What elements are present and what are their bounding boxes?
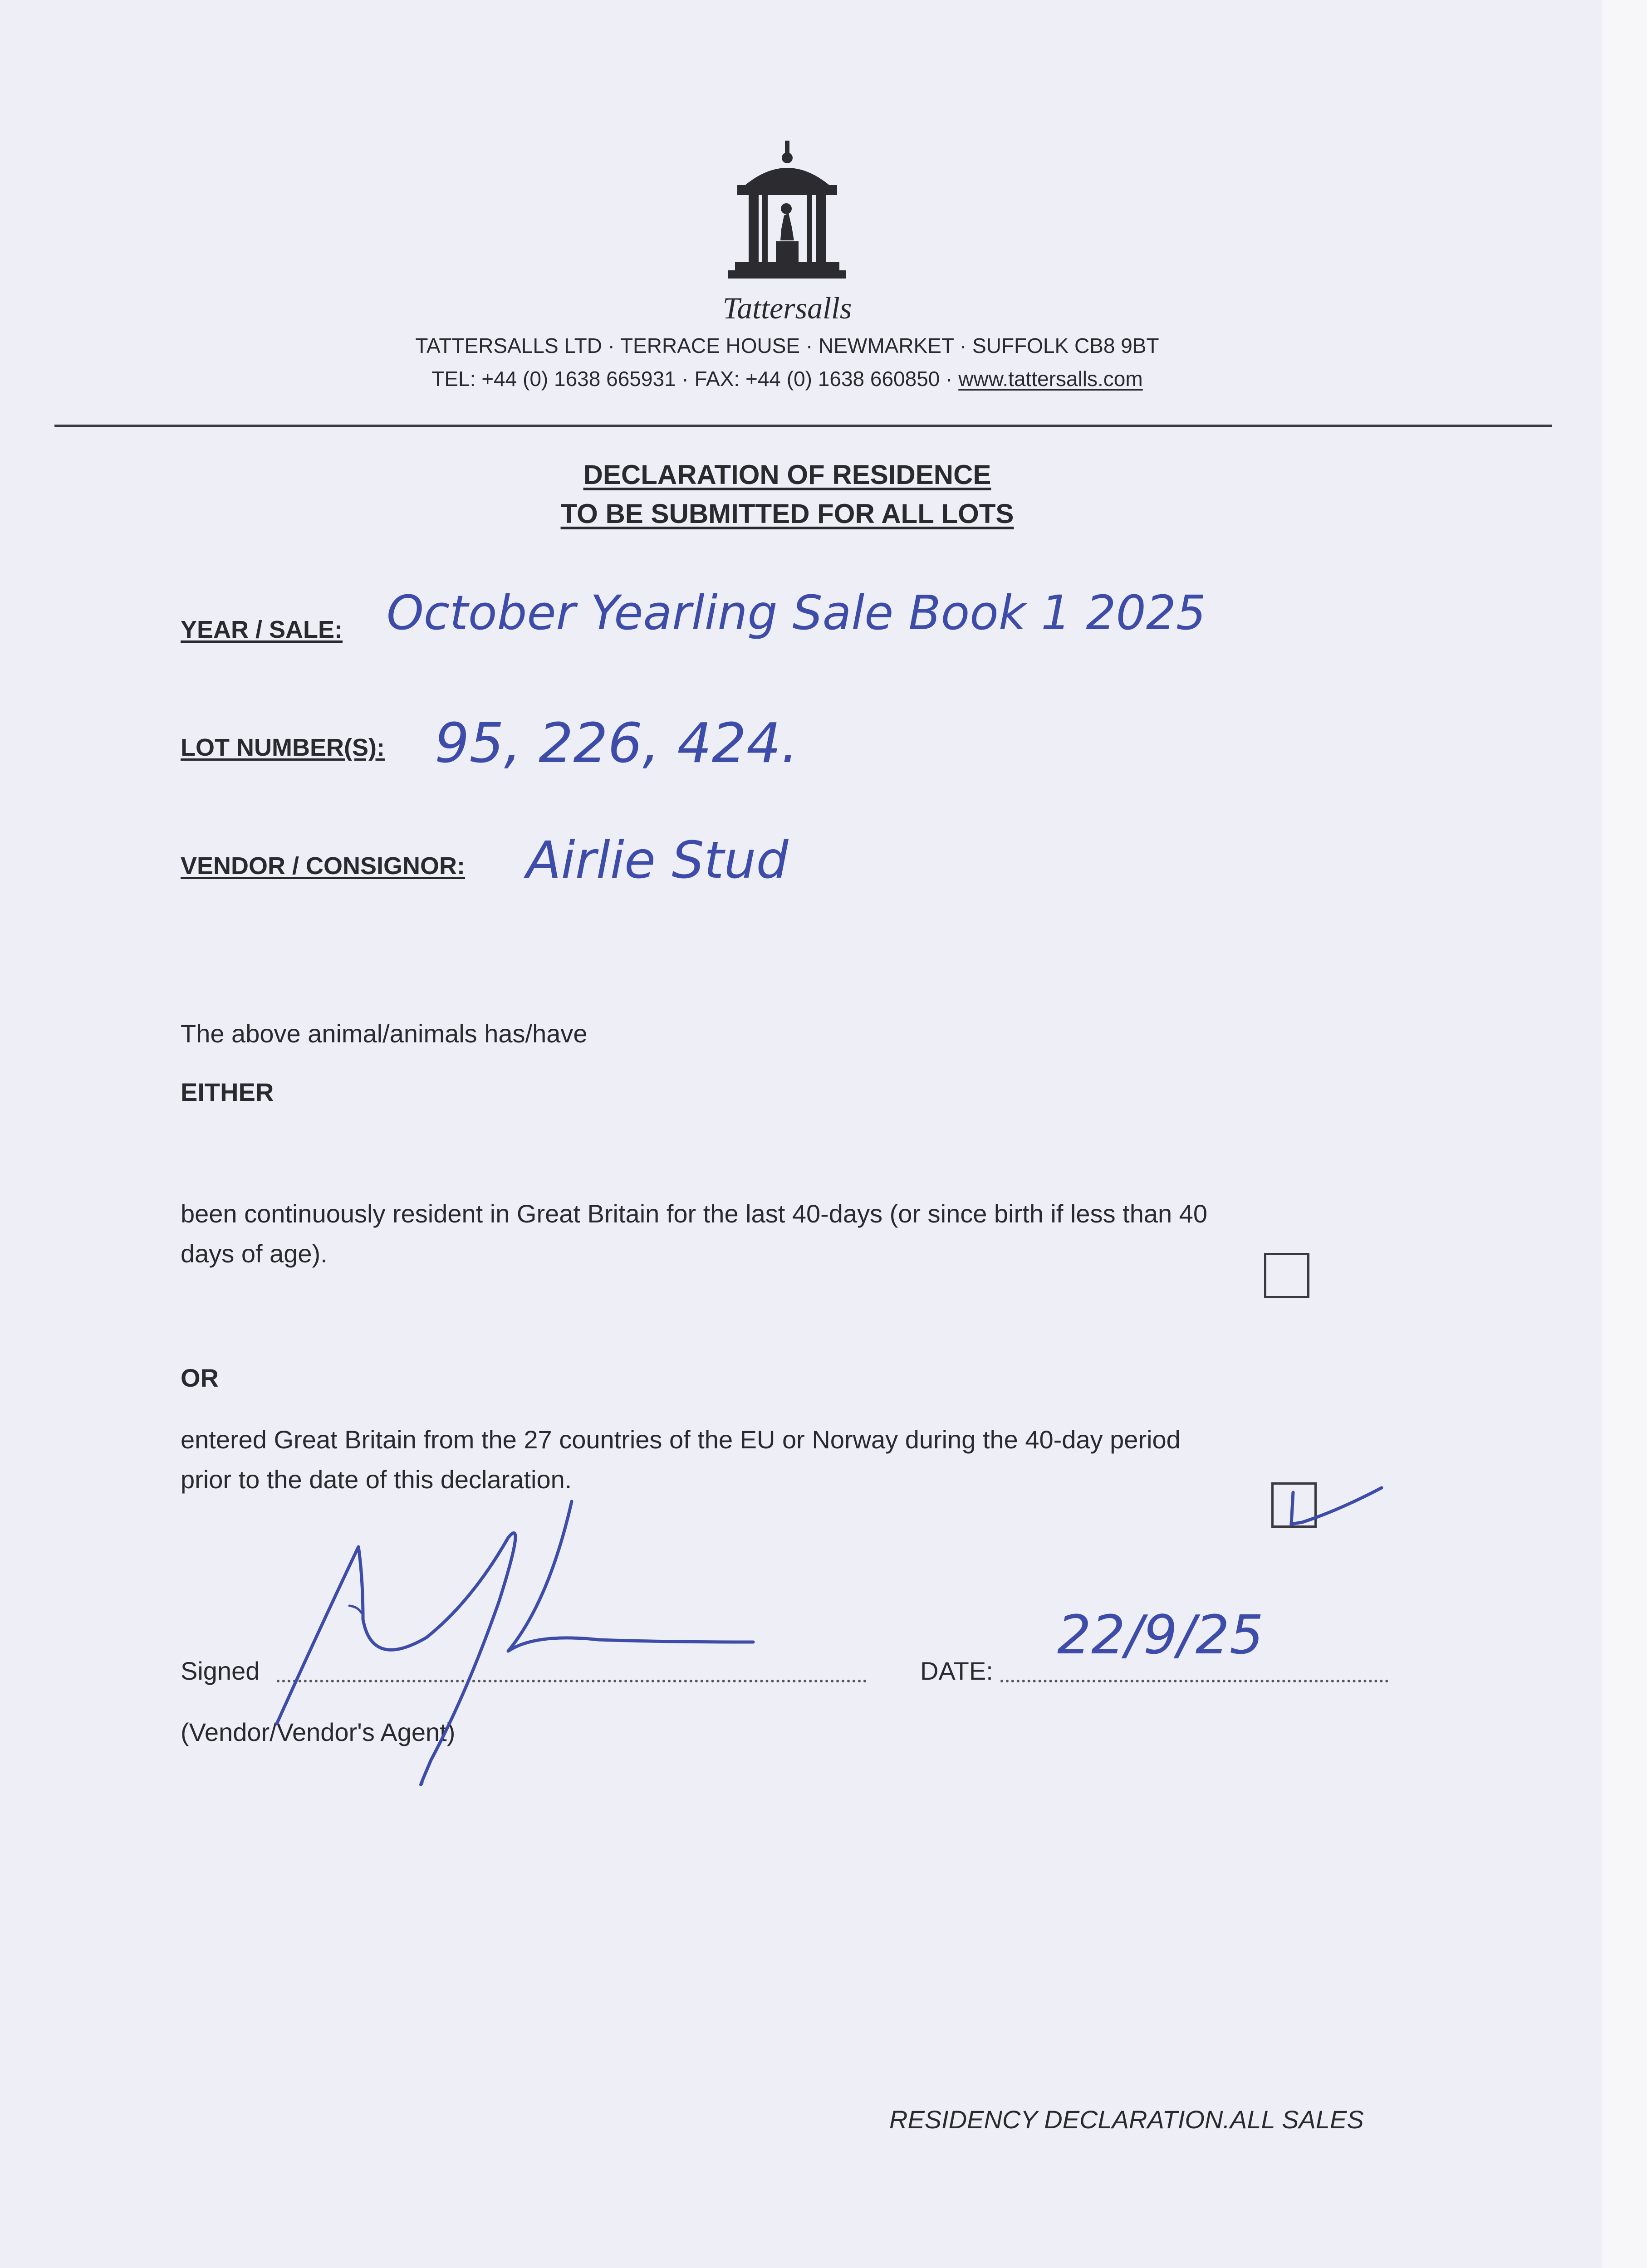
vendor-value[interactable]: Airlie Stud [526, 831, 789, 890]
tick-mark [1284, 1479, 1388, 1533]
lot-numbers-value[interactable]: 95, 226, 424. [435, 712, 799, 775]
form-title: DECLARATION OF RESIDENCE [583, 459, 991, 490]
contact-details: TEL: +44 (0) 1638 665931 · FAX: +44 (0) 1638 660850 · [431, 367, 959, 391]
date-line [1000, 1680, 1388, 1682]
option-1-line-2: days of age). [181, 1239, 328, 1268]
signer-role: (Vendor/Vendor's Agent) [181, 1718, 456, 1746]
header-divider [54, 425, 1552, 427]
scan-edge [1602, 0, 1647, 2268]
year-sale-label: YEAR / SALE: [181, 616, 343, 643]
form-subtitle: TO BE SUBMITTED FOR ALL LOTS [560, 499, 1014, 529]
signed-label: Signed [181, 1657, 260, 1685]
date-value[interactable]: 22/9/25 [1057, 1603, 1264, 1666]
lot-numbers-label: LOT NUMBER(S): [181, 734, 385, 761]
option-2-line-1: entered Great Britain from the 27 countries of the EU or Norway during the 40-day period [181, 1425, 1181, 1454]
form-code: RESIDENCY DECLARATION.ALL SALES [889, 2105, 1364, 2134]
or-heading: OR [181, 1364, 219, 1392]
company-address: TATTERSALLS LTD · TERRACE HOUSE · NEWMARKET · SUFFOLK CB8 9BT [415, 334, 1159, 357]
declaration-intro: The above animal/animals has/have [181, 1019, 588, 1048]
year-sale-value[interactable]: October Yearling Sale Book 1 2025 [387, 585, 1206, 640]
option-2-line-2: prior to the date of this declaration. [181, 1465, 572, 1494]
contact-line [0, 367, 1574, 391]
either-heading: EITHER [181, 1078, 274, 1106]
tattersalls-rotunda-logo [712, 136, 862, 290]
date-label: DATE: [920, 1657, 993, 1685]
vendor-label: VENDOR / CONSIGNOR: [181, 852, 466, 880]
option-1-checkbox[interactable] [1264, 1253, 1309, 1298]
option-1-line-1: been continuously resident in Great Britain for the last 40-days (or since birth if less than 40 [181, 1199, 1207, 1228]
vendor-signature[interactable] [254, 1488, 780, 1805]
website-link[interactable]: www.tattersalls.com [958, 367, 1143, 391]
brand-name: Tattersalls [722, 291, 852, 325]
option-1-text [181, 1194, 1415, 1274]
